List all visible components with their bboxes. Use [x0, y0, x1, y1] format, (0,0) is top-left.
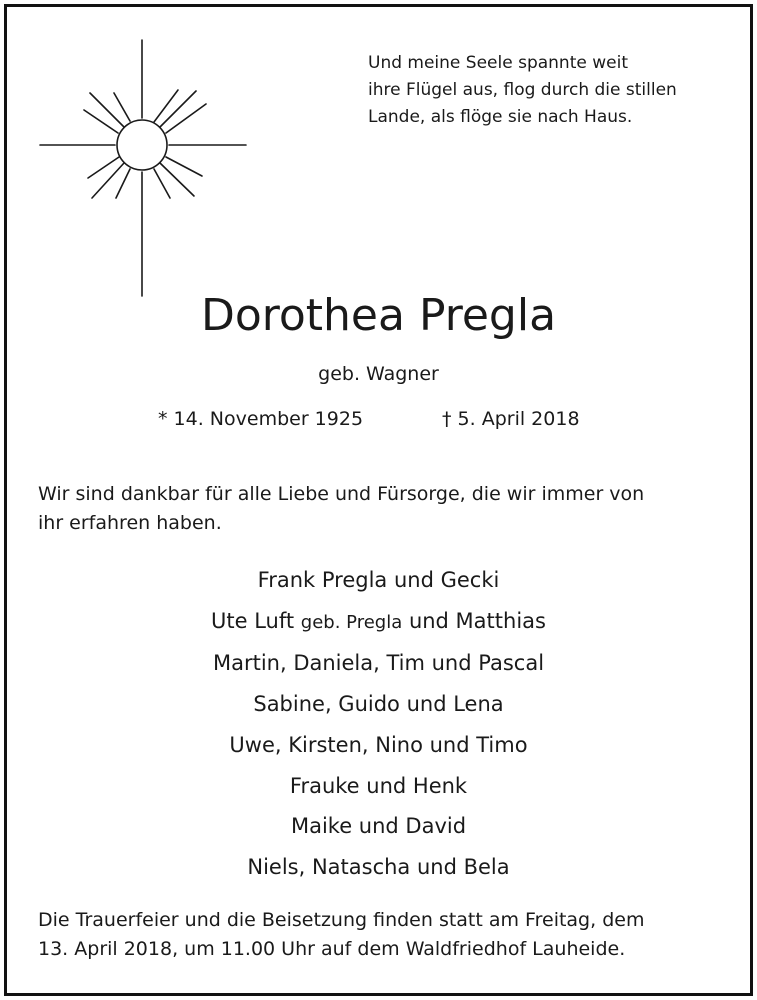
deceased-name: Dorothea Pregla [200, 290, 557, 341]
verse-line: Und meine Seele spannte weit [368, 53, 628, 73]
family-line: Niels, Natascha und Bela [247, 854, 510, 879]
funeral-line: 13. April 2018, um 11.00 Uhr auf dem Waldfriedhof Lauheide. [38, 938, 626, 960]
family-line: Sabine, Guido und Lena [253, 692, 504, 717]
family-partner: und Matthias [408, 608, 546, 633]
maiden-name: geb. Wagner [318, 363, 439, 385]
death-date: † 5. April 2018 [442, 408, 580, 430]
verse-line: ihre Flügel aus, flog durch die stillen [368, 80, 677, 100]
family-list [0, 560, 757, 888]
thanks-line: Wir sind dankbar für alle Liebe und Fürsorge, die wir immer von [38, 483, 645, 505]
verse [368, 50, 738, 131]
thanks-text [38, 480, 728, 538]
verse-line: Lande, als flöge sie nach Haus. [368, 107, 633, 127]
thanks-line: ihr erfahren haben. [38, 512, 222, 534]
family-line: Maike und David [290, 814, 467, 839]
birth-date: * 14. November 1925 [158, 408, 364, 430]
family-maiden-note: geb. Pregla [300, 611, 403, 633]
family-line [0, 601, 757, 644]
funeral-line: Die Trauerfeier und die Beisetzung finden statt am Freitag, dem [38, 909, 645, 931]
family-line: Martin, Daniela, Tim und Pascal [212, 651, 545, 676]
family-line: Uwe, Kirsten, Nino und Timo [229, 732, 528, 757]
funeral-info [38, 906, 728, 964]
star-cross-icon [38, 38, 250, 300]
family-name: Ute Luft [211, 608, 295, 633]
family-line: Frauke und Henk [289, 773, 468, 798]
family-line: Frank Pregla und Gecki [257, 568, 500, 592]
